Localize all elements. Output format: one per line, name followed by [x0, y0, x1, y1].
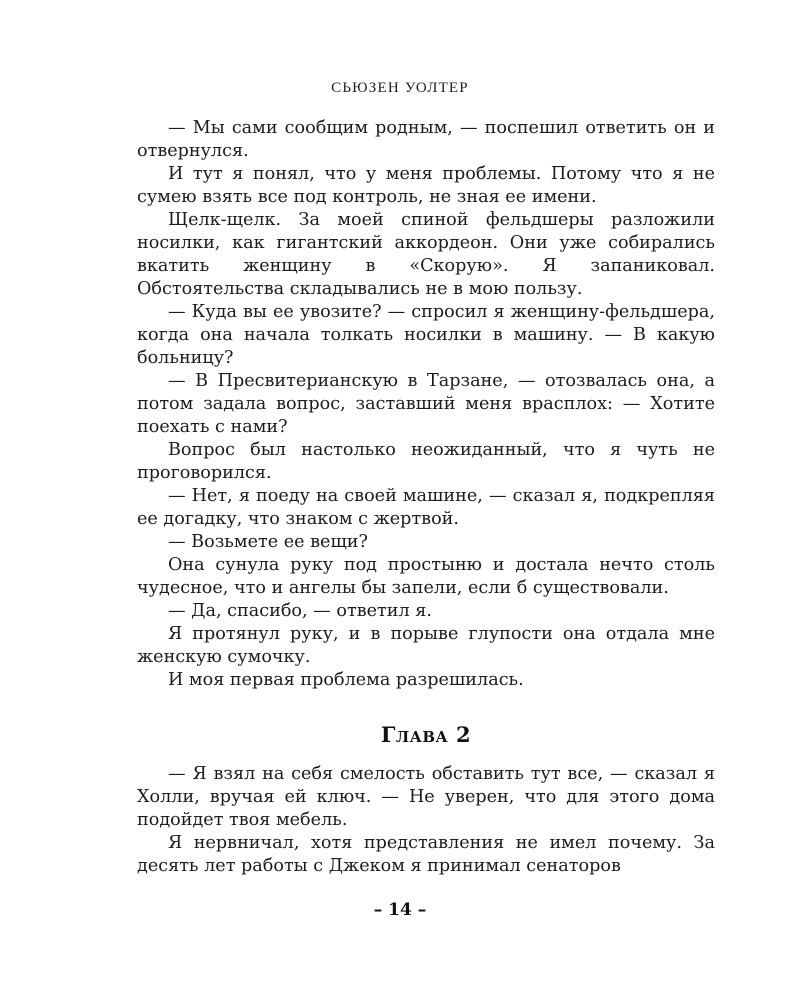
paragraph: Щелк-щелк. За моей спиной фельдшеры разложили носилки, как гигантский аккордеон. Они уже собирались вкатить женщину в «Скорую». Я запаниковал. Обстоятельства складывались не в мою пользу.	[137, 210, 715, 299]
paragraph: Я протянул руку, и в порыве глупости она отдала мне женскую сумочку.	[137, 624, 715, 667]
paragraph: — Возьмете ее вещи?	[168, 532, 368, 552]
chapter-number: 2	[456, 722, 472, 747]
paragraph: Она сунула руку под простыню и достала нечто столь чудесное, что и ангелы бы запели, если б существовали.	[137, 555, 715, 598]
paragraph: — Да, спасибо, — ответил я.	[168, 601, 432, 621]
running-head-author: СЬЮЗЕН УОЛТЕР	[331, 80, 469, 96]
paragraph: — Куда вы ее увозите? — спросил я женщину-фельдшера, когда она начала толкать носилки в машину. — В какую больницу?	[137, 302, 715, 368]
paragraph: — В Пресвитерианскую в Тарзане, — отозвалась она, а потом задала вопрос, заставший меня врасплох: — Хотите поехать с нами?	[137, 371, 715, 437]
chapter-label: Глава	[380, 722, 449, 747]
body-text	[137, 117, 715, 878]
paragraph: Я нервничал, хотя представления не имел почему. За десять лет работы с Джеком я принимал сенаторов	[137, 833, 715, 876]
paragraph: — Нет, я поеду на своей машине, — сказал я, подкрепляя ее догадку, что знаком с жертвой.	[137, 486, 715, 529]
page-number: – 14 –	[373, 900, 427, 920]
paragraph: — Я взял на себя смелость обставить тут все, — сказал я Холли, вручая ей ключ. — Не уверен, что для этого дома подойдет твоя мебель.	[137, 764, 715, 830]
paragraph: И моя первая проблема разрешилась.	[168, 670, 524, 690]
chapter-heading	[137, 723, 715, 746]
paragraph: — Мы сами сообщим родным, — поспешил ответить он и отвернулся.	[137, 118, 715, 161]
paragraph: И тут я понял, что у меня проблемы. Потому что я не сумею взять все под контроль, не зная ее имени.	[137, 164, 715, 207]
paragraph: Вопрос был настолько неожиданный, что я чуть не проговорился.	[137, 440, 715, 483]
